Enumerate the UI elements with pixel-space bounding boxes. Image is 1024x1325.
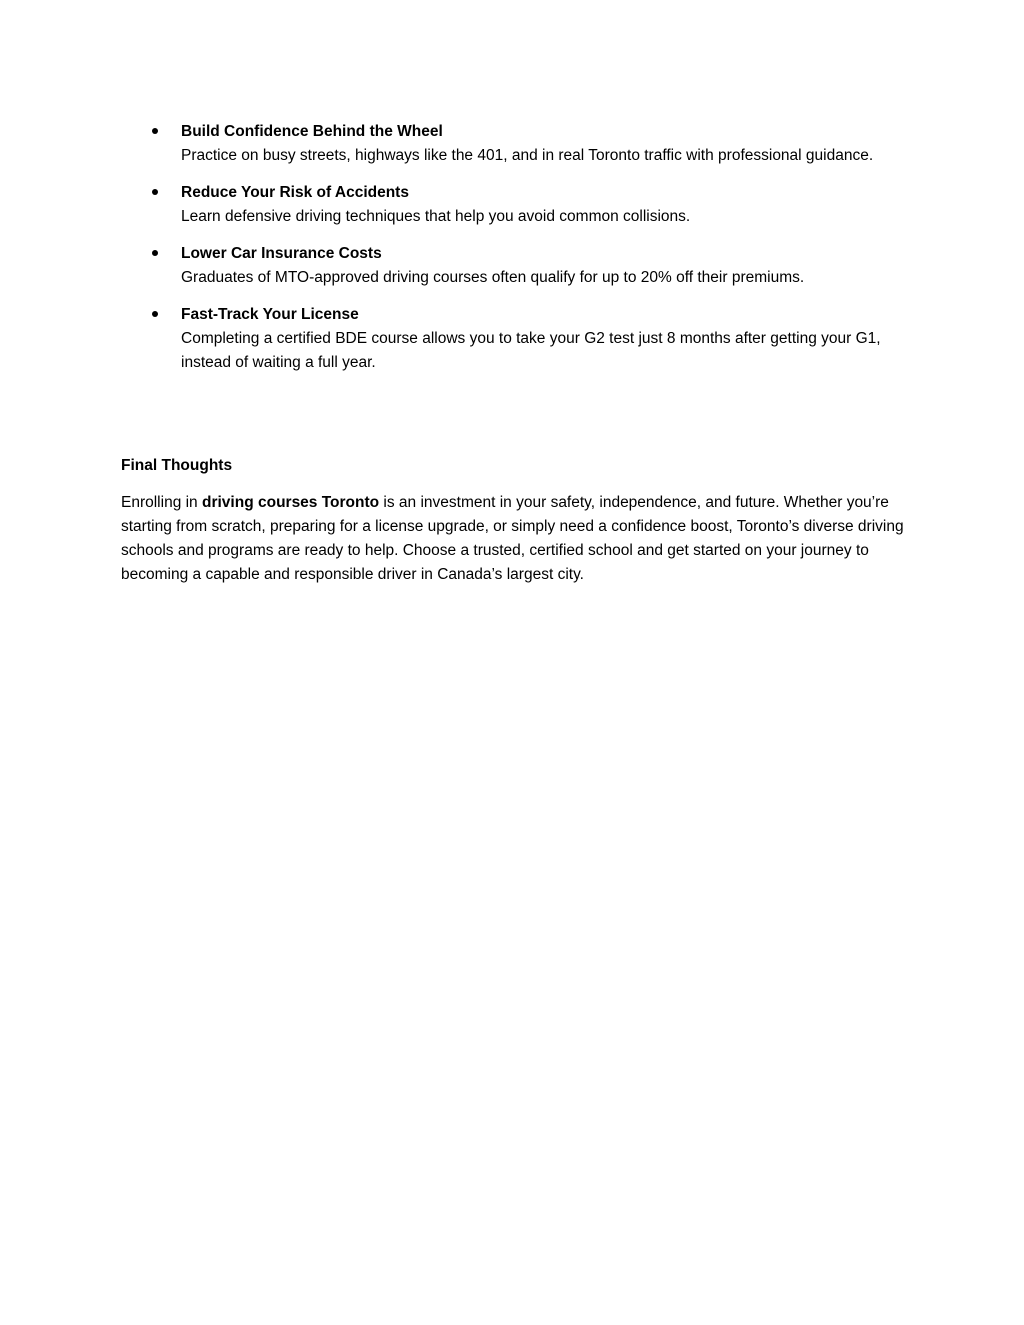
section-heading: Final Thoughts bbox=[121, 457, 233, 474]
benefits-list bbox=[150, 120, 910, 388]
final-thoughts-paragraph bbox=[121, 491, 911, 587]
list-item bbox=[150, 181, 910, 229]
bullet-icon bbox=[152, 311, 158, 317]
benefit-title: Reduce Your Risk of Accidents bbox=[181, 184, 409, 201]
benefit-title: Lower Car Insurance Costs bbox=[181, 245, 382, 262]
benefit-description: Learn defensive driving techniques that help you avoid common collisions. bbox=[181, 208, 691, 225]
list-item bbox=[150, 120, 910, 168]
list-item bbox=[150, 303, 910, 375]
paragraph-body: is an investment in your safety, independence, and future. Whether you’re starting from scratch, preparing for a license upgrade, or simply need a confidence boost, Toronto’s diverse driving schools and programs are ready to help. Choose a trusted, certified school and get started on your journey to becoming a capable and responsible driver in Canada’s largest city. bbox=[121, 494, 904, 583]
benefit-title: Fast-Track Your License bbox=[181, 306, 359, 323]
benefit-description: Completing a certified BDE course allows you to take your G2 test just 8 months after getting your G1, instead of waiting a full year. bbox=[181, 330, 881, 371]
bullet-icon bbox=[152, 250, 158, 256]
list-item bbox=[150, 242, 910, 290]
bullet-icon bbox=[152, 189, 158, 195]
paragraph-emphasis: driving courses Toronto bbox=[202, 494, 380, 511]
bullet-icon bbox=[152, 128, 158, 134]
benefit-title: Build Confidence Behind the Wheel bbox=[181, 123, 443, 140]
benefit-description: Graduates of MTO-approved driving courses often qualify for up to 20% off their premiums. bbox=[181, 269, 805, 286]
paragraph-intro: Enrolling in bbox=[121, 494, 202, 511]
benefit-description: Practice on busy streets, highways like the 401, and in real Toronto traffic with professional guidance. bbox=[181, 147, 874, 164]
